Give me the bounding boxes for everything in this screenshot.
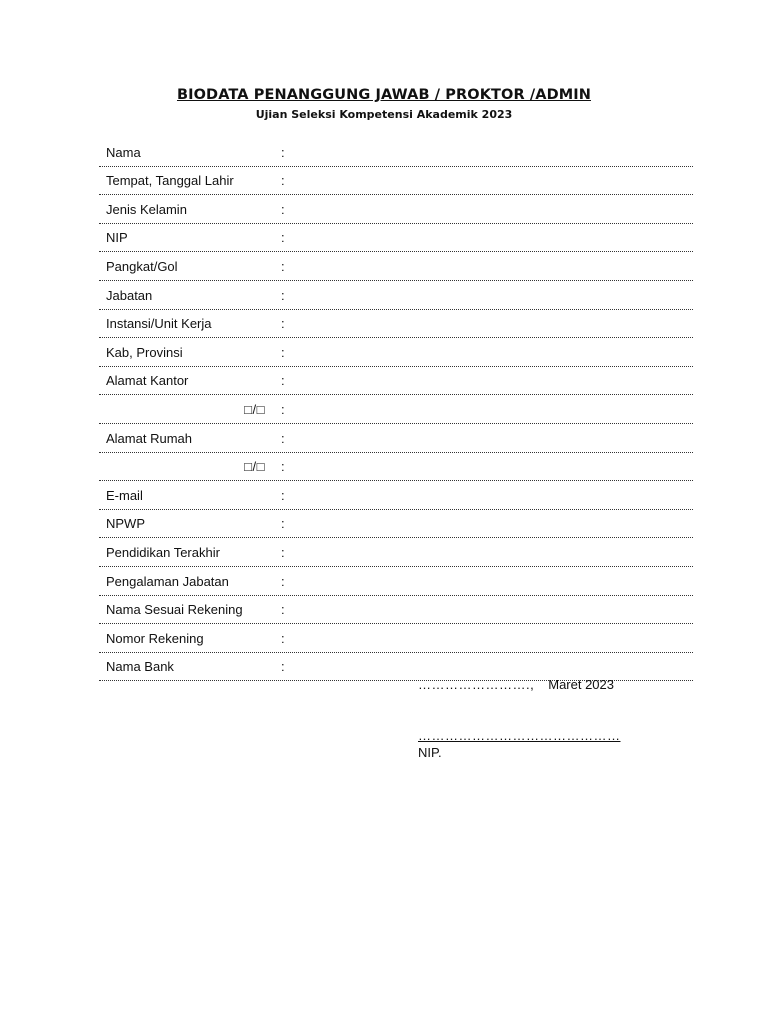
field-row-jenis-kelamin <box>99 195 693 224</box>
page-title: BIODATA PENANGGUNG JAWAB / PROKTOR /ADMIN <box>176 87 591 103</box>
field-row-office-phone-fax <box>99 395 693 424</box>
field-row-nama-sesuai-rekening <box>99 596 693 625</box>
field-label: NIP <box>106 230 128 246</box>
field-row-pendidikan-terakhir <box>99 538 693 567</box>
field-row-pangkat-gol <box>99 252 693 281</box>
field-row-jabatan <box>99 281 693 310</box>
field-label: Pendidikan Terakhir <box>106 544 220 560</box>
field-row-kab-provinsi <box>99 338 693 367</box>
field-label: Jenis Kelamin <box>106 201 187 217</box>
field-row-npwp <box>99 510 693 539</box>
field-label-symbol: □/□ <box>244 401 265 417</box>
field-colon: : <box>281 630 285 646</box>
field-colon: : <box>281 430 285 446</box>
field-colon: : <box>281 173 285 189</box>
field-row-alamat-rumah <box>99 424 693 453</box>
field-colon: : <box>281 373 285 389</box>
field-label: Nama <box>106 144 141 160</box>
field-colon: : <box>281 144 285 160</box>
place-placeholder: ……………………., <box>418 677 535 692</box>
field-label: Kab, Provinsi <box>106 344 183 360</box>
field-colon: : <box>281 602 285 618</box>
field-colon: : <box>281 258 285 274</box>
field-colon: : <box>281 287 285 303</box>
field-label: Alamat Rumah <box>106 430 192 446</box>
field-row-instansi-unit-kerja <box>99 310 693 339</box>
field-label: Jabatan <box>106 287 153 303</box>
field-label: Nama Bank <box>106 659 174 675</box>
field-label: Instansi/Unit Kerja <box>106 316 212 332</box>
field-label: E-mail <box>106 487 143 503</box>
field-row-tempat-tanggal-lahir <box>99 167 693 196</box>
field-colon: : <box>281 516 285 532</box>
field-row-pengalaman-jabatan <box>99 567 693 596</box>
field-label: Nomor Rekening <box>106 630 204 646</box>
field-colon: : <box>281 230 285 246</box>
field-row-nama <box>99 138 693 167</box>
field-colon: : <box>281 573 285 589</box>
signature-date-line <box>418 677 614 692</box>
field-label-symbol: □/□ <box>244 459 265 475</box>
field-label: Nama Sesuai Rekening <box>106 602 243 618</box>
field-label: Alamat Kantor <box>106 373 189 389</box>
field-colon: : <box>281 401 285 417</box>
field-colon: : <box>281 487 285 503</box>
signature-nip-label: NIP. <box>418 745 442 760</box>
field-colon: : <box>281 459 285 475</box>
biodata-form <box>99 138 693 681</box>
field-row-nomor-rekening <box>99 624 693 653</box>
field-label: NPWP <box>106 516 145 532</box>
field-colon: : <box>281 344 285 360</box>
field-row-email <box>99 481 693 510</box>
field-colon: : <box>281 659 285 675</box>
field-row-alamat-kantor <box>99 367 693 396</box>
field-row-nip <box>99 224 693 253</box>
field-label: Tempat, Tanggal Lahir <box>106 173 234 189</box>
signature-month-year: Maret 2023 <box>548 677 614 692</box>
field-label: Pengalaman Jabatan <box>106 573 229 589</box>
page-subtitle: Ujian Seleksi Kompetensi Akademik 2023 <box>255 108 513 121</box>
field-colon: : <box>281 544 285 560</box>
field-colon: : <box>281 201 285 217</box>
field-row-home-phone-fax <box>99 453 693 482</box>
signature-name-line: ……………………………………… <box>418 728 621 743</box>
field-colon: : <box>281 316 285 332</box>
field-label: Pangkat/Gol <box>106 258 178 274</box>
